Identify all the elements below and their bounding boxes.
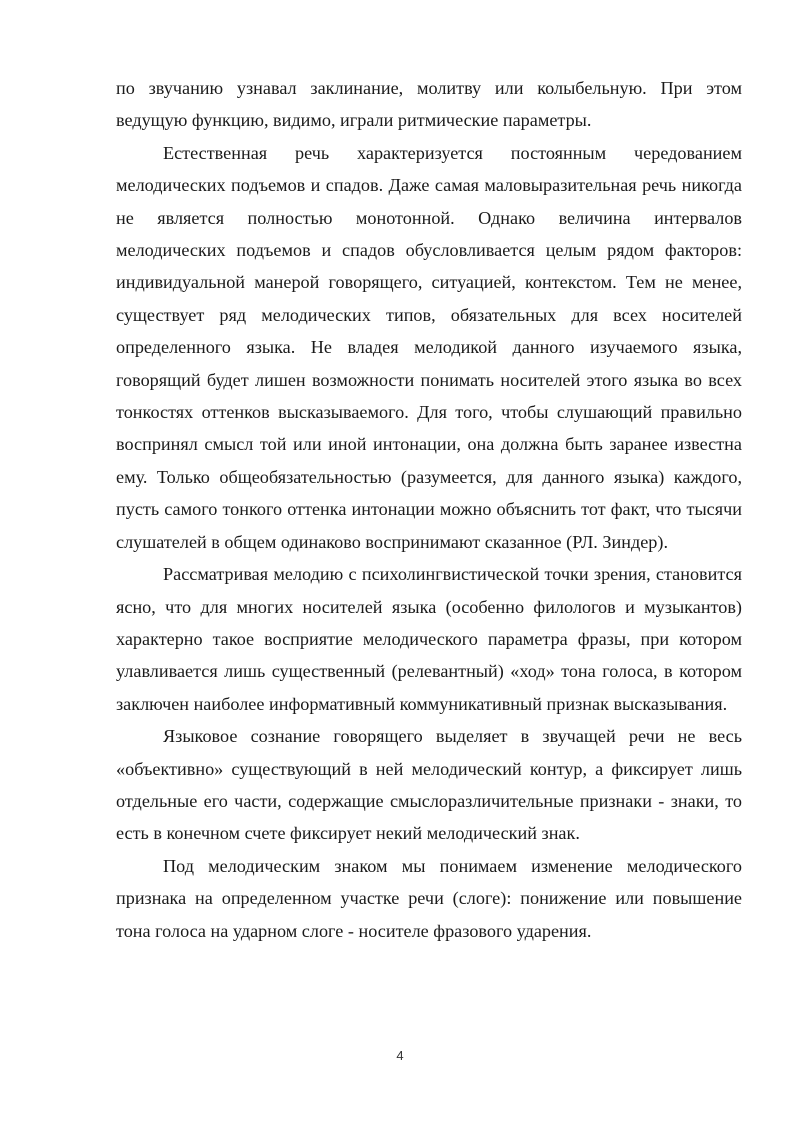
paragraph-3: Рассматривая мелодию с психолингвистической точки зрения, становится ясно, что для многих носителей языка (особенно филологов и музыкантов) характерно такое восприятие мелодического параметра фразы, при котором улавливается лишь существенный (релевантный) «ход» тона голоса, в котором заключен наиболее информативный коммуникативный признак высказывания. (116, 564, 742, 714)
paragraph-1: по звучанию узнавал заклинание, молитву или колыбельную. При этом ведущую функцию, видимо, играли ритмические параметры. (116, 78, 742, 131)
document-body (116, 72, 742, 947)
paragraph-4: Языковое сознание говорящего выделяет в звучащей речи не весь «объективно» существующий в ней мелодический контур, а фиксирует лишь отдельные его части, содержащие смыслоразличительные признаки - знаки, то есть в конечном счете фиксирует некий мелодический знак. (116, 726, 742, 844)
paragraph-2: Естественная речь характеризуется постоянным чередованием мелодических подъемов и спадов. Даже самая маловыразительная речь никогда не является полностью монотонной. Однако величина интервалов мелодических подъемов и спадов обусловливается целым рядом факторов: индивидуальной манерой говорящего, ситуацией, контекстом. Тем не менее, существует ряд мелодических типов, обязательных для всех носителей определенного языка. Не владея мелодикой данного изучаемого языка, говорящий будет лишен возможности понимать носителей этого языка во всех тонкостях оттенков высказываемого. Для того, чтобы слушающий правильно воспринял смысл той или иной интонации, она должна быть заранее известна ему. Только общеобязательностью (разумеется, для данного языка) каждого, пусть самого тонкого оттенка интонации можно объяснить тот факт, что тысячи слушателей в общем одинаково воспринимают сказанное (РЛ. Зиндер). (116, 142, 742, 552)
paragraph-5: Под мелодическим знаком мы понимаем изменение мелодического признака на определенном участке речи (слоге): понижение или повышение тона голоса на ударном слоге - носителе фразового ударения. (116, 855, 742, 941)
page-number: 4 (396, 1048, 404, 1063)
